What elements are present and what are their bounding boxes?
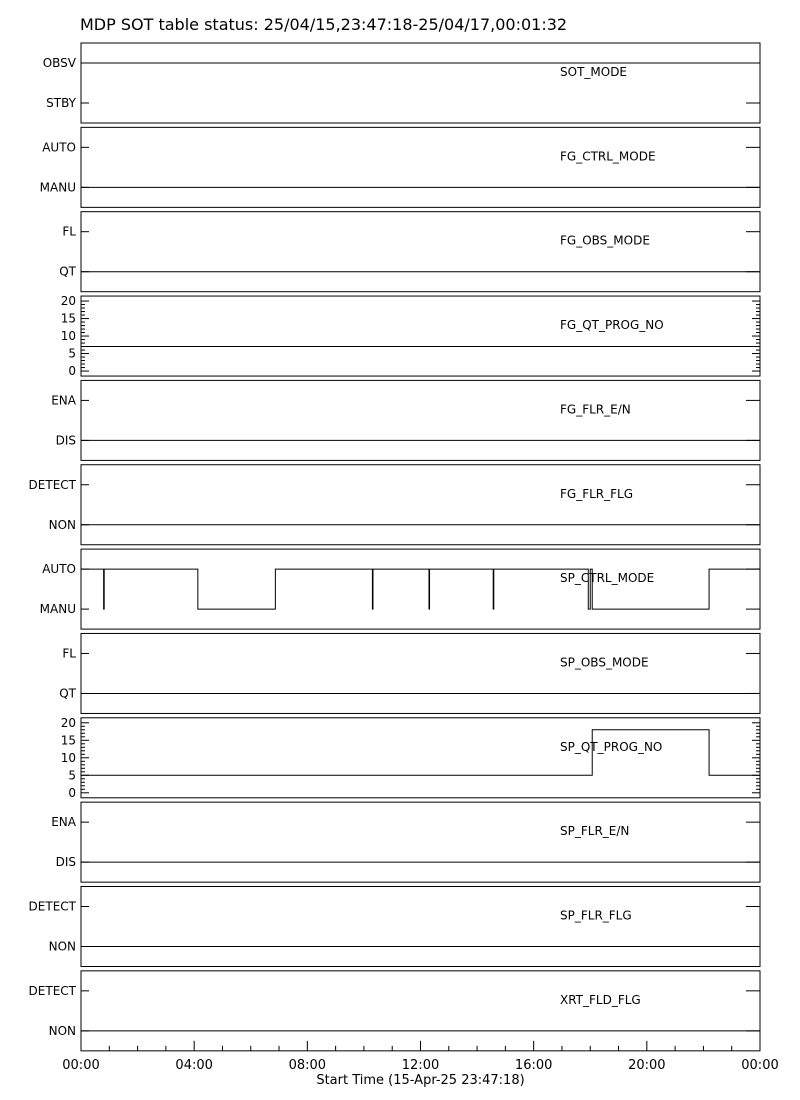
y-tick-label: 5 [68,346,76,361]
y-tick-label: FL [62,224,76,239]
panel-label: FG_FLR_E/N [560,402,631,417]
y-tick-label: 15 [60,311,76,326]
y-tick-label: DETECT [28,983,76,998]
y-tick-label: QT [59,264,76,279]
panel-frame [81,633,760,713]
y-tick-label: QT [59,686,76,701]
panel-sp-qt-prog-no [81,718,760,798]
y-tick-label: 10 [60,750,76,765]
panel-sp-ctrl-mode [81,549,760,629]
y-tick-label: ENA [51,815,76,830]
x-tick-label: 12:00 [401,1057,440,1073]
x-tick-label: 16:00 [514,1057,553,1073]
y-tick-label: NON [48,939,76,954]
y-tick-label: NON [48,1023,76,1038]
panel-frame [81,380,760,460]
panel-label: SP_CTRL_MODE [560,571,655,586]
panel-frame [81,43,760,123]
panel-label: SP_FLR_FLG [560,908,632,923]
y-tick-label: MANU [39,602,76,617]
panel-frame [81,465,760,545]
y-tick-label: OBSV [42,56,76,70]
panel-fg-flr-e-n [81,380,760,460]
y-tick-label: AUTO [42,562,76,577]
panel-frame [81,296,760,376]
panel-sp-flr-e-n [81,802,760,882]
page-title: MDP SOT table status: 25/04/15,23:47:18-25/04/17,00:01:32 [80,15,568,34]
panel-frame [81,887,760,967]
panel-label: SP_OBS_MODE [560,655,649,670]
panel-xrt-fld-flg [81,971,760,1051]
panel-frame [81,802,760,882]
x-tick-label: 00:00 [62,1057,100,1073]
panel-label: SP_FLR_E/N [560,824,630,839]
panel-fg-qt-prog-no [81,296,760,376]
y-tick-label: 15 [60,733,76,748]
panel-label: FG_FLR_FLG [560,486,634,501]
y-tick-label: FL [62,646,76,661]
panel-fg-obs-mode [81,212,760,292]
y-tick-label: MANU [39,180,76,195]
panel-label: FG_OBS_MODE [560,233,650,248]
y-tick-label: NON [48,517,76,532]
panel-frame [81,549,760,629]
y-tick-label: DIS [55,855,76,870]
x-tick-label: 08:00 [288,1057,327,1073]
panel-label: SOT_MODE [560,65,628,79]
y-tick-label: AUTO [42,140,76,155]
panel-label: XRT_FLD_FLG [560,992,641,1007]
y-tick-label: 20 [60,715,76,730]
panel-sp-flr-flg [81,887,760,967]
y-tick-label: STBY [46,96,76,110]
x-tick-label: 04:00 [175,1057,213,1073]
y-tick-label: 0 [68,785,76,800]
panel-frame [81,971,760,1051]
y-tick-label: 5 [68,768,76,783]
panel-fg-flr-flg [81,465,760,545]
panel-fg-ctrl-mode [81,127,760,207]
panel-sp-obs-mode [81,633,760,713]
y-tick-label: DETECT [28,899,76,914]
x-tick-label: 00:00 [741,1057,779,1073]
series-line [81,569,760,609]
y-tick-label: 10 [60,329,76,344]
x-tick-label: 20:00 [628,1057,666,1073]
y-tick-label: 0 [68,364,76,379]
panel-label: FG_CTRL_MODE [560,149,656,164]
panel-sot-mode [81,43,760,123]
x-axis-label: Start Time (15-Apr-25 23:47:18) [316,1072,525,1088]
y-tick-label: DETECT [28,477,76,492]
panel-label: SP_QT_PROG_NO [560,739,663,754]
y-tick-label: DIS [55,433,76,448]
panel-label: FG_QT_PROG_NO [560,318,664,333]
y-tick-label: 20 [60,294,76,309]
y-tick-label: ENA [51,393,76,408]
panel-frame [81,127,760,207]
panel-frame [81,212,760,292]
